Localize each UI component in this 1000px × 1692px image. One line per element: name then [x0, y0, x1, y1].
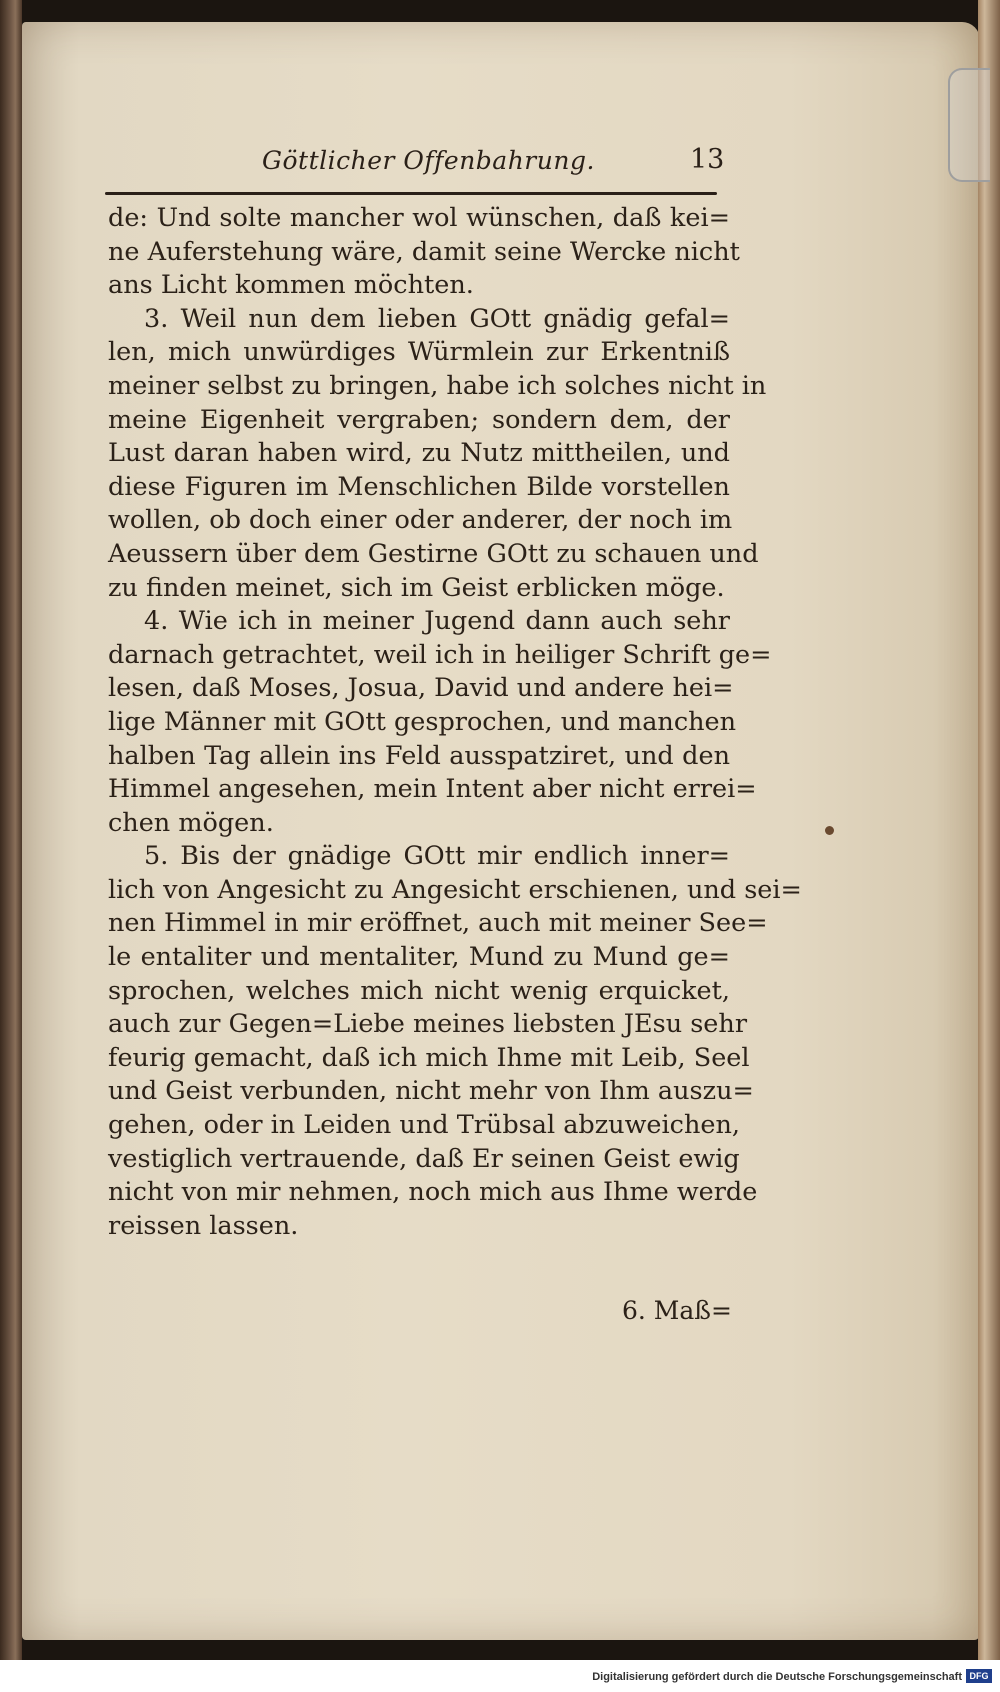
text-line: vestiglich vertrauende, daß Er seinen Geist ewig	[108, 1143, 740, 1174]
header-rule	[105, 192, 717, 195]
text-line: nicht von mir nehmen, noch mich aus Ihme werde	[108, 1177, 758, 1208]
body-text	[108, 202, 802, 1243]
text-line: wollen, ob doch einer oder anderer, der noch im	[108, 505, 733, 536]
text-line: meine Eigenheit vergraben; sondern dem, der	[108, 404, 730, 435]
text-line: chen mögen.	[108, 807, 274, 838]
text-line: reissen lassen.	[108, 1210, 299, 1241]
page-edge	[978, 0, 1000, 1660]
text-line: feurig gemacht, daß ich mich Ihme mit Leib, Seel	[108, 1042, 750, 1073]
paragraph-4-start: 4. Wie ich in meiner Jugend dann auch sehr	[144, 606, 730, 637]
text-line: auch zur Gegen=Liebe meines liebsten JEsu sehr	[108, 1009, 748, 1040]
text-line: gehen, oder in Leiden und Trübsal abzuweichen,	[108, 1110, 740, 1141]
text-line: ans Licht kommen möchten.	[108, 270, 474, 301]
paper-stain	[825, 826, 834, 835]
text-line: lesen, daß Moses, Josua, David und andere hei=	[108, 673, 734, 704]
digitization-footer	[0, 1660, 1000, 1692]
book-spine	[0, 0, 22, 1660]
text-line: len, mich unwürdiges Würmlein zur Erkentniß	[108, 337, 730, 368]
text-line: diese Figuren im Menschlichen Bilde vorstellen	[108, 471, 730, 502]
text-line: lige Männer mit GOtt gesprochen, und manchen	[108, 706, 737, 737]
text-line: meiner selbst zu bringen, habe ich solches nicht in	[108, 370, 767, 401]
text-line: darnach getrachtet, weil ich in heiliger Schrift ge=	[108, 639, 772, 670]
text-line: halben Tag allein ins Feld ausspatziret, und den	[108, 740, 730, 771]
running-title: Göttlicher Offenbahrung.	[262, 146, 595, 175]
text-line: ne Auferstehung wäre, damit seine Wercke nicht	[108, 236, 740, 267]
text-line: sprochen, welches mich nicht wenig erquicket,	[108, 975, 730, 1006]
text-line: und Geist verbunden, nicht mehr von Ihm auszu=	[108, 1076, 754, 1107]
page-clip	[948, 68, 990, 182]
text-line: nen Himmel in mir eröffnet, auch mit meiner See=	[108, 908, 768, 939]
text-line: le entaliter und mentaliter, Mund zu Mund ge=	[108, 942, 730, 973]
text-line: Himmel angesehen, mein Intent aber nicht errei=	[108, 774, 757, 805]
text-line: Lust daran haben wird, zu Nutz mittheilen, und	[108, 438, 730, 469]
catchword: 6. Maß=	[622, 1296, 732, 1325]
paragraph-5-start: 5. Bis der gnädige GOtt mir endlich inner=	[144, 841, 730, 872]
paragraph-3-start: 3. Weil nun dem lieben GOtt gnädig gefal=	[144, 303, 730, 334]
page-number: 13	[690, 144, 725, 175]
text-line: de: Und solte mancher wol wünschen, daß kei=	[108, 203, 730, 233]
text-line: lich von Angesicht zu Angesicht erschienen, und sei=	[108, 874, 802, 905]
dfg-logo: DFG	[966, 1669, 992, 1683]
page-header	[262, 146, 732, 186]
text-line: Aeussern über dem Gestirne GOtt zu schauen und	[108, 538, 759, 569]
text-line: zu finden meinet, sich im Geist erblicken möge.	[108, 572, 725, 603]
funding-credit: Digitalisierung gefördert durch die Deutsche Forschungsgemeinschaft	[592, 1671, 962, 1683]
